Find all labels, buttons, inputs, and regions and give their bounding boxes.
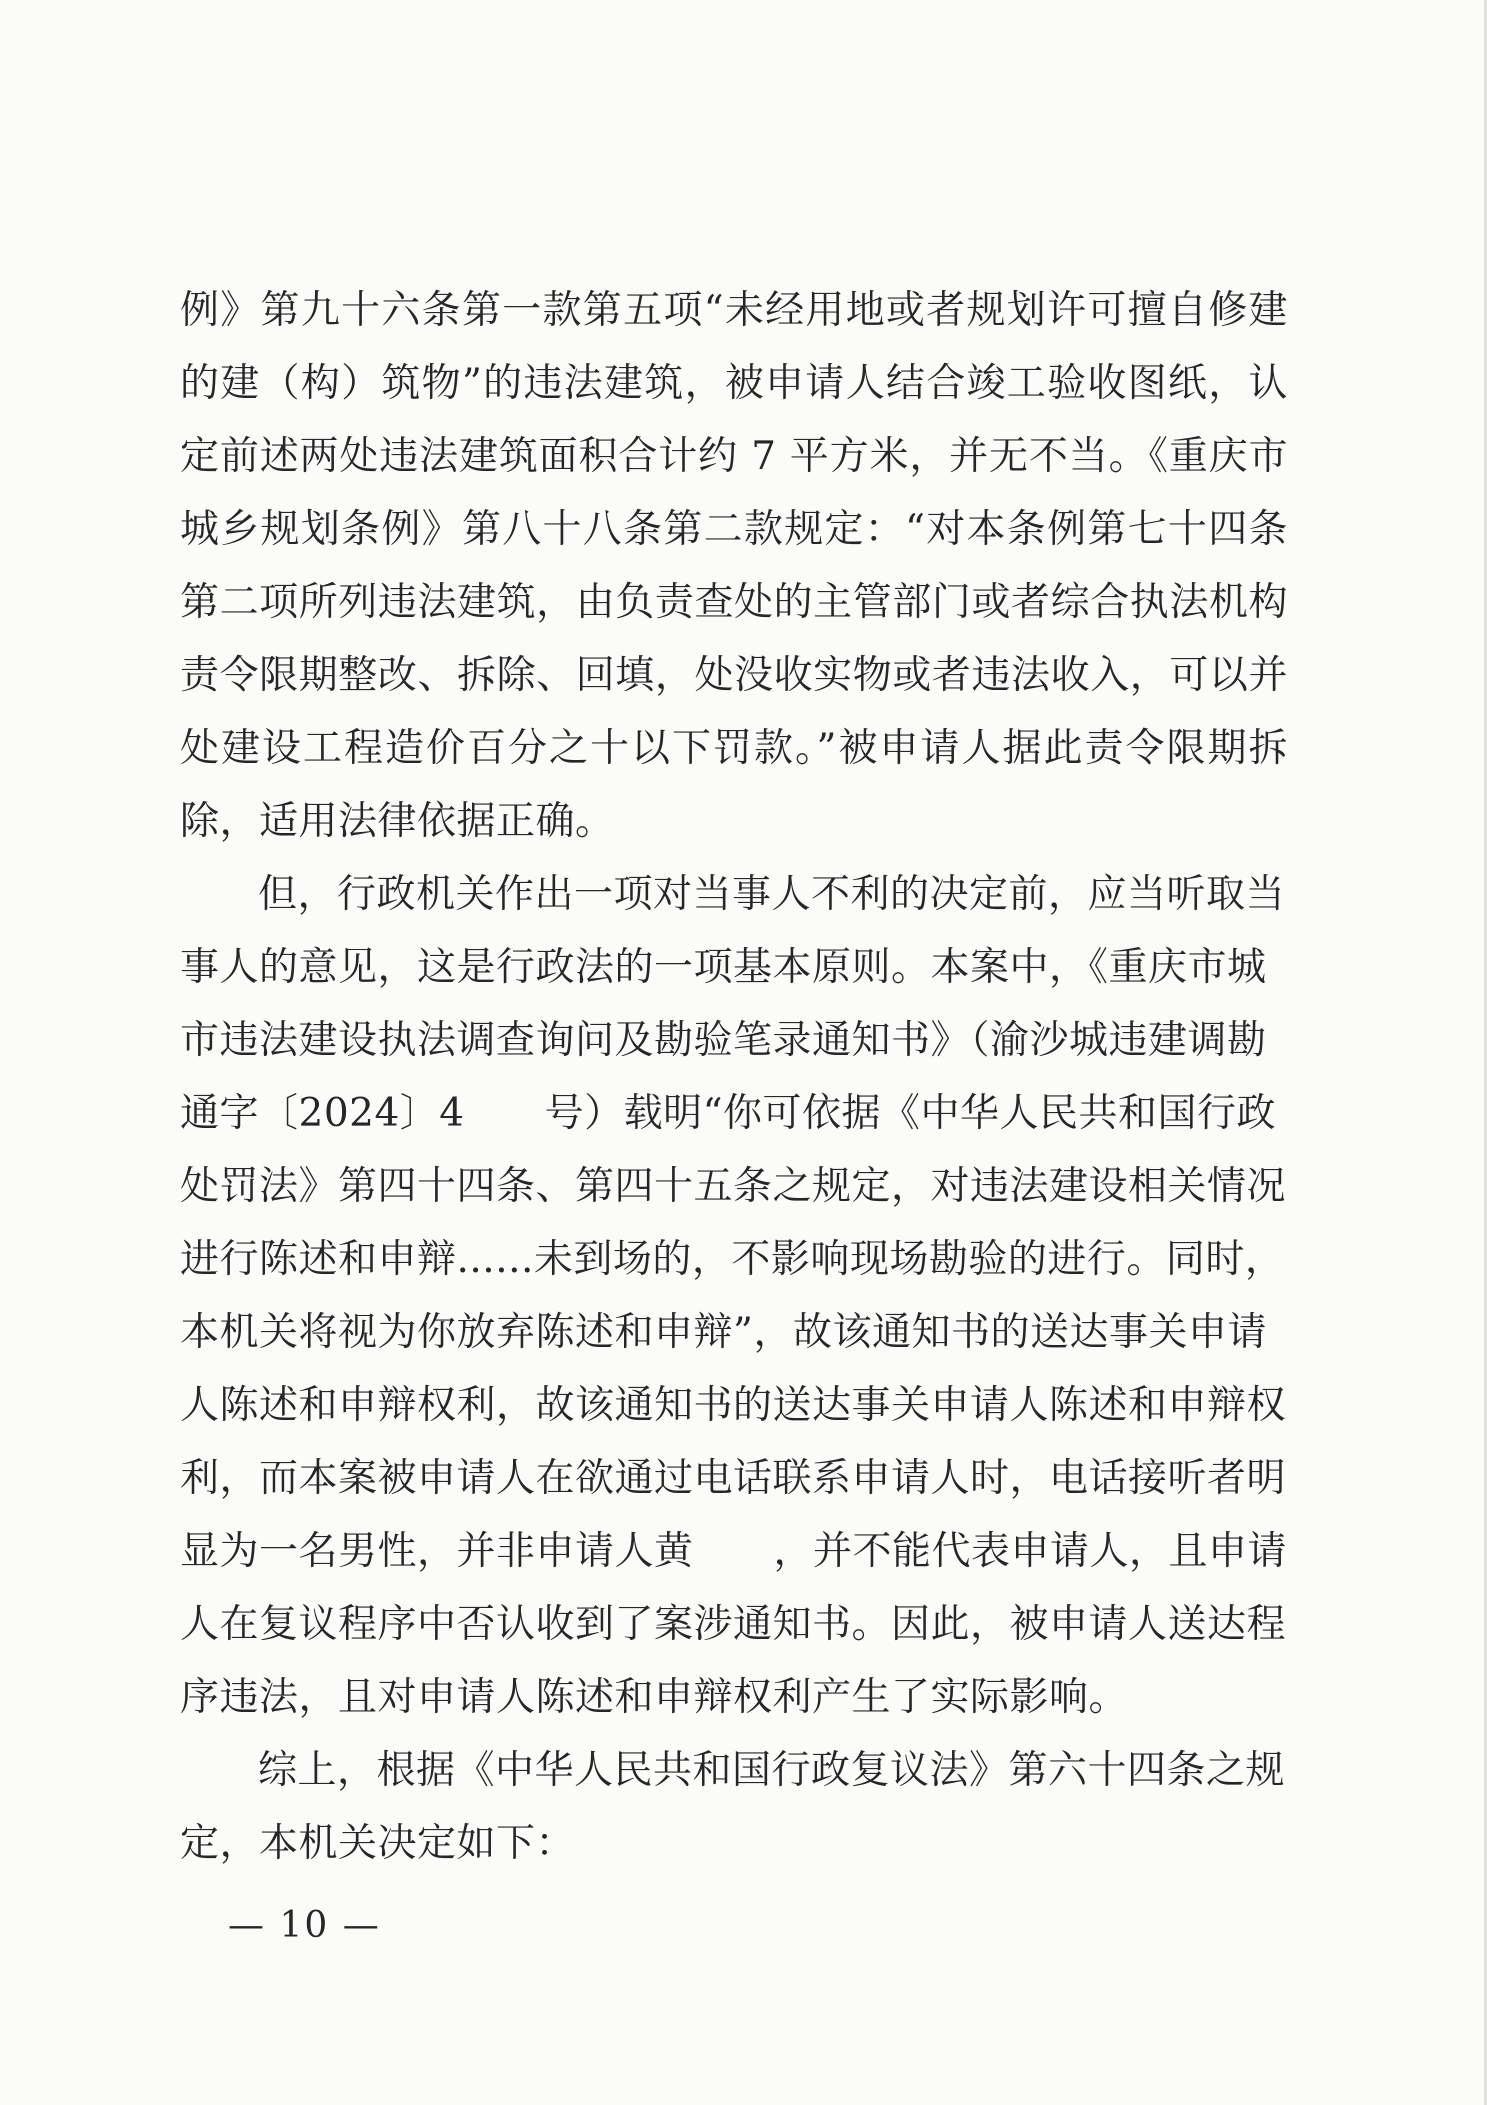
document-body <box>180 274 1288 1880</box>
paragraph-procedure-part3: ，并不能代表申请人，且申请人在复议程序中否认收到了案涉通知书。因此，被申请人送达程序违法，且对申请人陈述和申辩权利产生了实际影响。 <box>180 1529 1288 1720</box>
page-number: — 10 — <box>228 1905 381 1946</box>
paragraph-conclusion: 综上，根据《中华人民共和国行政复议法》第六十四条之规定，本机关决定如下： <box>180 1748 1286 1866</box>
paragraph-procedure-part2: 号）载明“你可依据《中华人民共和国行政处罚法》第四十四条、第四十五条之规定，对违法建设相关情况进行陈述和申辩......未到场的，不影响现场勘验的进行。同时，本机关将视为你放弃陈述和申辩”，故该通知书的送达事关申请人陈述和申辩权利，故该通知书的送达事关申请人陈述和申辩权利，而本案被申请人在欲通过电话联系申请人时，电话接听者明显为一名男性，并非申请人黄 <box>180 1091 1287 1574</box>
paragraph-procedure-part1: 但，行政机关作出一项对当事人不利的决定前，应当听取当事人的意见，这是行政法的一项基本原则。本案中，《重庆市城市违法建设执法调查询问及勘验笔录通知书》（渝沙城违建调勘通字〔2024〕4 <box>180 872 1286 1136</box>
paragraph-procedure <box>180 858 1288 1734</box>
paragraph-legal-basis: 例》第九十六条第一款第五项“未经用地或者规划许可擅自修建的建（构）筑物”的违法建筑，被申请人结合竣工验收图纸，认定前述两处违法建筑面积合计约 7 平方米，并无不当。《重庆市城乡规划条例》第八十八条第二款规定：“对本条例第七十四条第二项所列违法建筑，由负责查处的主管部门或者综合执法机构责令限期整改、拆除、回填，处没收实物或者违法收入，可以并处建设工程造价百分之十以下罚款。”被申请人据此责令限期拆除，适用法律依据正确。 <box>180 288 1288 844</box>
